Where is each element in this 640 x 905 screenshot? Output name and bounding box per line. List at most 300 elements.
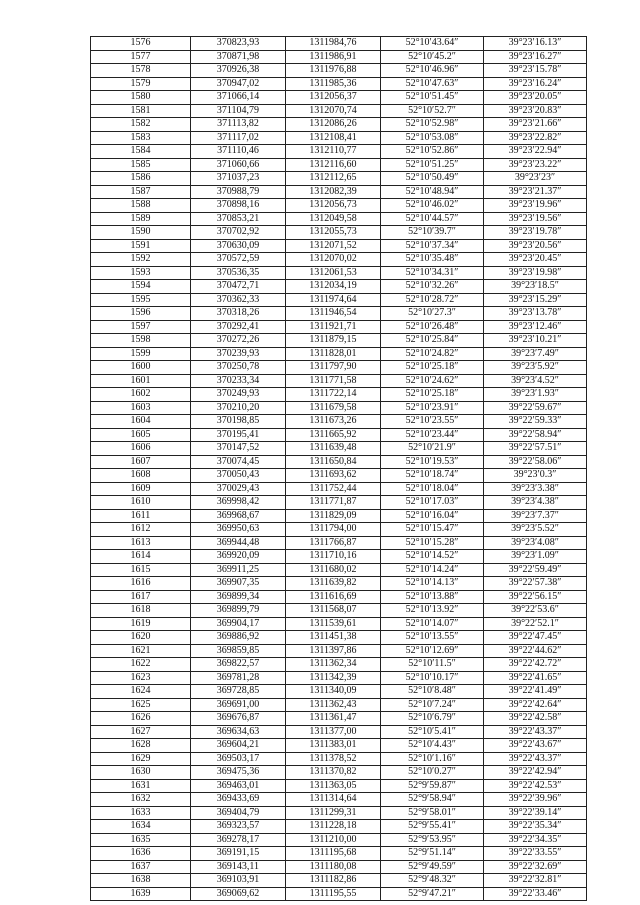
x-coordinate-cell: 370702,92: [191, 226, 286, 240]
table-row: [91, 212, 587, 226]
latitude-cell: 52°10′52.98″: [381, 118, 484, 132]
longitude-cell: 39°23′12.46″: [484, 320, 587, 334]
x-coordinate-cell: 369503,17: [191, 752, 286, 766]
y-coordinate-cell: 1311879,15: [286, 334, 381, 348]
table-row: [91, 725, 587, 739]
y-coordinate-cell: 1311673,26: [286, 415, 381, 429]
latitude-cell: 52°9′48.32″: [381, 874, 484, 888]
table-row: [91, 293, 587, 307]
x-coordinate-cell: 369143,11: [191, 860, 286, 874]
y-coordinate-cell: 1312049,58: [286, 212, 381, 226]
point-number-cell: 1617: [91, 590, 191, 604]
point-number-cell: 1584: [91, 145, 191, 159]
x-coordinate-cell: 369103,91: [191, 874, 286, 888]
x-coordinate-cell: 370472,71: [191, 280, 286, 294]
y-coordinate-cell: 1311985,36: [286, 77, 381, 91]
y-coordinate-cell: 1311340,09: [286, 685, 381, 699]
point-number-cell: 1609: [91, 482, 191, 496]
point-number-cell: 1580: [91, 91, 191, 105]
latitude-cell: 52°10′37.34″: [381, 239, 484, 253]
longitude-cell: 39°22′33.46″: [484, 887, 587, 901]
y-coordinate-cell: 1312055,73: [286, 226, 381, 240]
latitude-cell: 52°10′43.64″: [381, 37, 484, 51]
point-number-cell: 1634: [91, 820, 191, 834]
y-coordinate-cell: 1311568,07: [286, 604, 381, 618]
x-coordinate-cell: 369859,85: [191, 644, 286, 658]
y-coordinate-cell: 1311362,34: [286, 658, 381, 672]
latitude-cell: 52°10′48.94″: [381, 185, 484, 199]
longitude-cell: 39°23′20.83″: [484, 104, 587, 118]
table-row: [91, 64, 587, 78]
table-row: [91, 604, 587, 618]
point-number-cell: 1610: [91, 496, 191, 510]
latitude-cell: 52°10′6.79″: [381, 712, 484, 726]
y-coordinate-cell: 1311639,82: [286, 577, 381, 591]
y-coordinate-cell: 1311616,69: [286, 590, 381, 604]
longitude-cell: 39°23′19.98″: [484, 266, 587, 280]
table-row: [91, 104, 587, 118]
longitude-cell: 39°23′20.56″: [484, 239, 587, 253]
y-coordinate-cell: 1311921,71: [286, 320, 381, 334]
x-coordinate-cell: 369911,25: [191, 563, 286, 577]
longitude-cell: 39°22′42.94″: [484, 766, 587, 780]
latitude-cell: 52°9′58.94″: [381, 793, 484, 807]
latitude-cell: 52°9′49.59″: [381, 860, 484, 874]
point-number-cell: 1601: [91, 374, 191, 388]
y-coordinate-cell: 1311378,52: [286, 752, 381, 766]
table-row: [91, 158, 587, 172]
latitude-cell: 52°9′47.21″: [381, 887, 484, 901]
longitude-cell: 39°22′42.58″: [484, 712, 587, 726]
x-coordinate-cell: 369475,36: [191, 766, 286, 780]
longitude-cell: 39°22′32.69″: [484, 860, 587, 874]
latitude-cell: 52°10′10.17″: [381, 671, 484, 685]
point-number-cell: 1586: [91, 172, 191, 186]
table-row: [91, 482, 587, 496]
longitude-cell: 39°22′41.49″: [484, 685, 587, 699]
x-coordinate-cell: 369278,17: [191, 833, 286, 847]
latitude-cell: 52°10′24.82″: [381, 347, 484, 361]
point-number-cell: 1605: [91, 428, 191, 442]
latitude-cell: 52°10′4.43″: [381, 739, 484, 753]
table-row: [91, 266, 587, 280]
table-row: [91, 131, 587, 145]
table-row: [91, 374, 587, 388]
latitude-cell: 52°10′12.69″: [381, 644, 484, 658]
point-number-cell: 1607: [91, 455, 191, 469]
latitude-cell: 52°10′15.47″: [381, 523, 484, 537]
point-number-cell: 1589: [91, 212, 191, 226]
x-coordinate-cell: 370853,21: [191, 212, 286, 226]
table-row: [91, 361, 587, 375]
y-coordinate-cell: 1312110,77: [286, 145, 381, 159]
point-number-cell: 1624: [91, 685, 191, 699]
latitude-cell: 52°10′45.2″: [381, 50, 484, 64]
x-coordinate-cell: 369676,87: [191, 712, 286, 726]
point-number-cell: 1587: [91, 185, 191, 199]
latitude-cell: 52°10′13.55″: [381, 631, 484, 645]
table-row: [91, 428, 587, 442]
y-coordinate-cell: 1311828,01: [286, 347, 381, 361]
point-number-cell: 1612: [91, 523, 191, 537]
y-coordinate-cell: 1311829,09: [286, 509, 381, 523]
point-number-cell: 1599: [91, 347, 191, 361]
x-coordinate-cell: 369634,63: [191, 725, 286, 739]
latitude-cell: 52°10′14.52″: [381, 550, 484, 564]
point-number-cell: 1590: [91, 226, 191, 240]
table-row: [91, 496, 587, 510]
table-row: [91, 334, 587, 348]
point-number-cell: 1635: [91, 833, 191, 847]
table-row: [91, 793, 587, 807]
y-coordinate-cell: 1311639,48: [286, 442, 381, 456]
latitude-cell: 52°9′58.01″: [381, 806, 484, 820]
y-coordinate-cell: 1311195,68: [286, 847, 381, 861]
y-coordinate-cell: 1311342,39: [286, 671, 381, 685]
longitude-cell: 39°23′10.21″: [484, 334, 587, 348]
longitude-cell: 39°22′57.38″: [484, 577, 587, 591]
point-number-cell: 1627: [91, 725, 191, 739]
table-row: [91, 847, 587, 861]
point-number-cell: 1618: [91, 604, 191, 618]
point-number-cell: 1620: [91, 631, 191, 645]
point-number-cell: 1630: [91, 766, 191, 780]
y-coordinate-cell: 1312071,52: [286, 239, 381, 253]
y-coordinate-cell: 1311766,87: [286, 536, 381, 550]
table-row: [91, 199, 587, 213]
y-coordinate-cell: 1311361,47: [286, 712, 381, 726]
point-number-cell: 1614: [91, 550, 191, 564]
longitude-cell: 39°23′23″: [484, 172, 587, 186]
longitude-cell: 39°23′4.08″: [484, 536, 587, 550]
table-row: [91, 577, 587, 591]
table-row: [91, 118, 587, 132]
longitude-cell: 39°22′52.1″: [484, 617, 587, 631]
latitude-cell: 52°10′53.08″: [381, 131, 484, 145]
y-coordinate-cell: 1311370,82: [286, 766, 381, 780]
x-coordinate-cell: 369899,34: [191, 590, 286, 604]
y-coordinate-cell: 1311974,64: [286, 293, 381, 307]
point-number-cell: 1639: [91, 887, 191, 901]
longitude-cell: 39°23′0.3″: [484, 469, 587, 483]
table-row: [91, 77, 587, 91]
longitude-cell: 39°22′43.67″: [484, 739, 587, 753]
latitude-cell: 52°10′19.53″: [381, 455, 484, 469]
longitude-cell: 39°23′5.92″: [484, 361, 587, 375]
point-number-cell: 1579: [91, 77, 191, 91]
longitude-cell: 39°23′7.49″: [484, 347, 587, 361]
y-coordinate-cell: 1312086,26: [286, 118, 381, 132]
y-coordinate-cell: 1312034,19: [286, 280, 381, 294]
table-row: [91, 442, 587, 456]
x-coordinate-cell: 370318,26: [191, 307, 286, 321]
point-number-cell: 1629: [91, 752, 191, 766]
point-number-cell: 1576: [91, 37, 191, 51]
y-coordinate-cell: 1311771,58: [286, 374, 381, 388]
table-row: [91, 469, 587, 483]
table-row: [91, 887, 587, 901]
y-coordinate-cell: 1311363,05: [286, 779, 381, 793]
table-row: [91, 617, 587, 631]
y-coordinate-cell: 1311539,61: [286, 617, 381, 631]
point-number-cell: 1591: [91, 239, 191, 253]
x-coordinate-cell: 369404,79: [191, 806, 286, 820]
longitude-cell: 39°23′22.82″: [484, 131, 587, 145]
y-coordinate-cell: 1312070,02: [286, 253, 381, 267]
point-number-cell: 1615: [91, 563, 191, 577]
table-row: [91, 455, 587, 469]
x-coordinate-cell: 370536,35: [191, 266, 286, 280]
y-coordinate-cell: 1311377,00: [286, 725, 381, 739]
table-row: [91, 833, 587, 847]
x-coordinate-cell: 370050,43: [191, 469, 286, 483]
y-coordinate-cell: 1312112,65: [286, 172, 381, 186]
point-number-cell: 1619: [91, 617, 191, 631]
x-coordinate-cell: 369323,57: [191, 820, 286, 834]
y-coordinate-cell: 1312116,60: [286, 158, 381, 172]
x-coordinate-cell: 370272,26: [191, 334, 286, 348]
x-coordinate-cell: 370947,02: [191, 77, 286, 91]
point-number-cell: 1633: [91, 806, 191, 820]
latitude-cell: 52°10′46.02″: [381, 199, 484, 213]
longitude-cell: 39°22′58.06″: [484, 455, 587, 469]
longitude-cell: 39°23′19.56″: [484, 212, 587, 226]
longitude-cell: 39°23′4.52″: [484, 374, 587, 388]
y-coordinate-cell: 1311976,88: [286, 64, 381, 78]
y-coordinate-cell: 1311299,31: [286, 806, 381, 820]
longitude-cell: 39°23′16.24″: [484, 77, 587, 91]
x-coordinate-cell: 369998,42: [191, 496, 286, 510]
coordinates-table-body: [91, 37, 587, 901]
longitude-cell: 39°23′15.29″: [484, 293, 587, 307]
longitude-cell: 39°23′15.78″: [484, 64, 587, 78]
latitude-cell: 52°10′1.16″: [381, 752, 484, 766]
latitude-cell: 52°10′13.88″: [381, 590, 484, 604]
y-coordinate-cell: 1311771,87: [286, 496, 381, 510]
x-coordinate-cell: 370823,93: [191, 37, 286, 51]
table-row: [91, 145, 587, 159]
x-coordinate-cell: 371060,66: [191, 158, 286, 172]
longitude-cell: 39°22′42.72″: [484, 658, 587, 672]
y-coordinate-cell: 1311710,16: [286, 550, 381, 564]
x-coordinate-cell: 369691,00: [191, 698, 286, 712]
latitude-cell: 52°10′5.41″: [381, 725, 484, 739]
point-number-cell: 1626: [91, 712, 191, 726]
x-coordinate-cell: 371037,23: [191, 172, 286, 186]
y-coordinate-cell: 1311984,76: [286, 37, 381, 51]
point-number-cell: 1595: [91, 293, 191, 307]
latitude-cell: 52°10′47.63″: [381, 77, 484, 91]
longitude-cell: 39°22′41.65″: [484, 671, 587, 685]
table-row: [91, 415, 587, 429]
y-coordinate-cell: 1311679,58: [286, 401, 381, 415]
latitude-cell: 52°10′0.27″: [381, 766, 484, 780]
x-coordinate-cell: 370988,79: [191, 185, 286, 199]
point-number-cell: 1602: [91, 388, 191, 402]
y-coordinate-cell: 1311397,86: [286, 644, 381, 658]
point-number-cell: 1623: [91, 671, 191, 685]
latitude-cell: 52°10′11.5″: [381, 658, 484, 672]
longitude-cell: 39°23′20.05″: [484, 91, 587, 105]
latitude-cell: 52°10′15.28″: [381, 536, 484, 550]
table-row: [91, 631, 587, 645]
point-number-cell: 1638: [91, 874, 191, 888]
point-number-cell: 1594: [91, 280, 191, 294]
x-coordinate-cell: 370239,93: [191, 347, 286, 361]
longitude-cell: 39°23′19.96″: [484, 199, 587, 213]
table-row: [91, 91, 587, 105]
point-number-cell: 1616: [91, 577, 191, 591]
x-coordinate-cell: 371113,82: [191, 118, 286, 132]
point-number-cell: 1592: [91, 253, 191, 267]
x-coordinate-cell: 369781,28: [191, 671, 286, 685]
x-coordinate-cell: 370249,93: [191, 388, 286, 402]
x-coordinate-cell: 369069,62: [191, 887, 286, 901]
latitude-cell: 52°10′24.62″: [381, 374, 484, 388]
y-coordinate-cell: 1312082,39: [286, 185, 381, 199]
x-coordinate-cell: 369920,09: [191, 550, 286, 564]
y-coordinate-cell: 1311650,84: [286, 455, 381, 469]
longitude-cell: 39°23′16.13″: [484, 37, 587, 51]
table-row: [91, 685, 587, 699]
y-coordinate-cell: 1311946,54: [286, 307, 381, 321]
x-coordinate-cell: 370195,41: [191, 428, 286, 442]
longitude-cell: 39°23′21.66″: [484, 118, 587, 132]
table-row: [91, 320, 587, 334]
longitude-cell: 39°22′59.49″: [484, 563, 587, 577]
y-coordinate-cell: 1311752,44: [286, 482, 381, 496]
longitude-cell: 39°22′39.96″: [484, 793, 587, 807]
longitude-cell: 39°22′32.81″: [484, 874, 587, 888]
point-number-cell: 1628: [91, 739, 191, 753]
x-coordinate-cell: 369907,35: [191, 577, 286, 591]
longitude-cell: 39°23′23.22″: [484, 158, 587, 172]
table-row: [91, 698, 587, 712]
y-coordinate-cell: 1311180,08: [286, 860, 381, 874]
point-number-cell: 1637: [91, 860, 191, 874]
table-row: [91, 50, 587, 64]
point-number-cell: 1631: [91, 779, 191, 793]
x-coordinate-cell: 370630,09: [191, 239, 286, 253]
x-coordinate-cell: 369886,92: [191, 631, 286, 645]
table-row: [91, 401, 587, 415]
point-number-cell: 1582: [91, 118, 191, 132]
longitude-cell: 39°23′20.45″: [484, 253, 587, 267]
longitude-cell: 39°22′44.62″: [484, 644, 587, 658]
table-row: [91, 658, 587, 672]
latitude-cell: 52°10′14.07″: [381, 617, 484, 631]
point-number-cell: 1606: [91, 442, 191, 456]
table-row: [91, 712, 587, 726]
x-coordinate-cell: 369968,67: [191, 509, 286, 523]
y-coordinate-cell: 1311693,62: [286, 469, 381, 483]
y-coordinate-cell: 1311794,00: [286, 523, 381, 537]
table-row: [91, 536, 587, 550]
latitude-cell: 52°10′50.49″: [381, 172, 484, 186]
latitude-cell: 52°10′35.48″: [381, 253, 484, 267]
x-coordinate-cell: 369904,17: [191, 617, 286, 631]
x-coordinate-cell: 369191,15: [191, 847, 286, 861]
x-coordinate-cell: 370147,52: [191, 442, 286, 456]
point-number-cell: 1588: [91, 199, 191, 213]
longitude-cell: 39°23′19.78″: [484, 226, 587, 240]
point-number-cell: 1621: [91, 644, 191, 658]
latitude-cell: 52°9′51.14″: [381, 847, 484, 861]
y-coordinate-cell: 1311986,91: [286, 50, 381, 64]
x-coordinate-cell: 369822,57: [191, 658, 286, 672]
table-row: [91, 779, 587, 793]
table-row: [91, 523, 587, 537]
longitude-cell: 39°22′58.94″: [484, 428, 587, 442]
latitude-cell: 52°10′44.57″: [381, 212, 484, 226]
x-coordinate-cell: 370029,43: [191, 482, 286, 496]
longitude-cell: 39°23′13.78″: [484, 307, 587, 321]
latitude-cell: 52°10′51.45″: [381, 91, 484, 105]
table-row: [91, 226, 587, 240]
latitude-cell: 52°10′14.24″: [381, 563, 484, 577]
latitude-cell: 52°10′14.13″: [381, 577, 484, 591]
y-coordinate-cell: 1311451,38: [286, 631, 381, 645]
longitude-cell: 39°22′43.37″: [484, 725, 587, 739]
table-row: [91, 860, 587, 874]
latitude-cell: 52°10′23.44″: [381, 428, 484, 442]
point-number-cell: 1585: [91, 158, 191, 172]
longitude-cell: 39°22′47.45″: [484, 631, 587, 645]
latitude-cell: 52°10′13.92″: [381, 604, 484, 618]
longitude-cell: 39°22′53.6″: [484, 604, 587, 618]
longitude-cell: 39°22′34.35″: [484, 833, 587, 847]
x-coordinate-cell: 370871,98: [191, 50, 286, 64]
y-coordinate-cell: 1311797,90: [286, 361, 381, 375]
coordinates-table: [90, 36, 587, 901]
longitude-cell: 39°22′59.33″: [484, 415, 587, 429]
longitude-cell: 39°23′4.38″: [484, 496, 587, 510]
latitude-cell: 52°10′28.72″: [381, 293, 484, 307]
table-row: [91, 739, 587, 753]
longitude-cell: 39°23′21.37″: [484, 185, 587, 199]
x-coordinate-cell: 369433,69: [191, 793, 286, 807]
y-coordinate-cell: 1311195,55: [286, 887, 381, 901]
point-number-cell: 1581: [91, 104, 191, 118]
point-number-cell: 1604: [91, 415, 191, 429]
x-coordinate-cell: 369944,48: [191, 536, 286, 550]
table-row: [91, 239, 587, 253]
x-coordinate-cell: 370210,20: [191, 401, 286, 415]
point-number-cell: 1596: [91, 307, 191, 321]
table-row: [91, 307, 587, 321]
table-row: [91, 563, 587, 577]
y-coordinate-cell: 1312056,37: [286, 91, 381, 105]
x-coordinate-cell: 369463,01: [191, 779, 286, 793]
y-coordinate-cell: 1311665,92: [286, 428, 381, 442]
longitude-cell: 39°23′1.93″: [484, 388, 587, 402]
longitude-cell: 39°22′33.55″: [484, 847, 587, 861]
table-row: [91, 644, 587, 658]
y-coordinate-cell: 1311314,64: [286, 793, 381, 807]
point-number-cell: 1597: [91, 320, 191, 334]
longitude-cell: 39°23′16.27″: [484, 50, 587, 64]
table-row: [91, 253, 587, 267]
point-number-cell: 1603: [91, 401, 191, 415]
y-coordinate-cell: 1311680,02: [286, 563, 381, 577]
y-coordinate-cell: 1312056,73: [286, 199, 381, 213]
table-row: [91, 280, 587, 294]
point-number-cell: 1600: [91, 361, 191, 375]
latitude-cell: 52°10′21.9″: [381, 442, 484, 456]
latitude-cell: 52°10′52.7″: [381, 104, 484, 118]
x-coordinate-cell: 370233,34: [191, 374, 286, 388]
x-coordinate-cell: 370362,33: [191, 293, 286, 307]
